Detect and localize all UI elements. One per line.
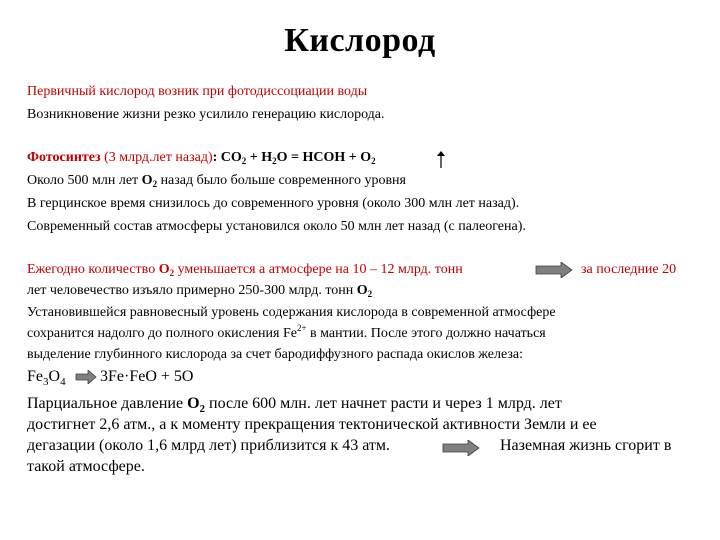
- line-annual-decrease: [27, 262, 463, 278]
- up-arrow-icon: [436, 151, 446, 169]
- sub-2: 2: [371, 156, 376, 166]
- line-life-origin: Возникновение жизни резко усилило генерацию кислорода.: [27, 107, 385, 122]
- text-b: назад было больше современного уровня: [157, 173, 406, 188]
- line-fe-oxidation: [27, 323, 546, 342]
- fe-symbol: Fe: [27, 368, 43, 385]
- right-arrow-icon: [535, 262, 573, 278]
- line-humanity-extracted: [27, 283, 372, 299]
- line-pressure-reach: достигнет 2,6 атм., а к моменту прекращения тектонической активности Земли и ее: [27, 416, 597, 433]
- text-a: Парциальное давление: [27, 395, 188, 412]
- line-hercynian: В герцинское время снизилось до современного уровня (около 300 млн лет назад).: [27, 196, 520, 211]
- photosynthesis-eq-a: : CO: [212, 150, 242, 165]
- text-a: сохранится надолго до полного окисления: [27, 326, 283, 341]
- o-symbol: O: [48, 368, 61, 385]
- right-arrow-icon: [75, 370, 97, 384]
- line-annual-decrease-tail: за последние 20: [581, 262, 677, 277]
- sub-2: 2: [241, 156, 247, 166]
- photosynthesis-eq-c: O = HCOH + O: [276, 150, 372, 165]
- sub-2: 2: [152, 179, 158, 189]
- line-500-million: [27, 173, 406, 189]
- line-degassing-tail: Наземная жизнь сгорит в: [500, 437, 672, 454]
- iron-symbol: Fe: [282, 326, 297, 341]
- line-degassing: дегазации (около 1,6 млрд лет) приблизится к 43 атм.: [27, 437, 391, 454]
- line-reaction: [27, 368, 66, 386]
- line-primary-oxygen: Первичный кислород возник при фотодиссоциации воды: [27, 84, 368, 99]
- sub-3: 3: [43, 376, 49, 388]
- sub-2: 2: [367, 289, 373, 299]
- text-b: в мантии. После этого должно начаться: [306, 326, 546, 341]
- oxygen-symbol: O: [158, 262, 170, 277]
- line-deep-oxygen: выделение глубинного кислорода за счет бародиффузного распада окислов железа:: [27, 347, 524, 362]
- line-modern-composition: Современный состав атмосферы установился около 50 млн лет назад (с палеогена).: [27, 219, 526, 234]
- photosynthesis-term: Фотосинтез: [27, 150, 101, 165]
- sub-2: 2: [169, 268, 175, 278]
- oxygen-symbol: O: [187, 395, 200, 412]
- photosynthesis-time: (3 млрд.лет назад): [100, 150, 213, 165]
- sup-2plus: 2+: [296, 323, 307, 333]
- text-b: уменьшается а атмосфере на 10 – 12 млрд. тонн: [174, 262, 463, 277]
- oxygen-symbol: O: [356, 283, 368, 298]
- line-atmosphere-end: такой атмосфере.: [27, 458, 145, 475]
- reaction-products: 3Fe·FeO + 5O: [100, 368, 194, 385]
- line-equilibrium: Установившейся равновесный уровень содержания кислорода в современной атмосфере: [27, 305, 556, 320]
- photosynthesis-eq-b: + H: [246, 150, 273, 165]
- sub-4: 4: [60, 376, 66, 388]
- text-a: Ежегодно количество: [27, 262, 159, 277]
- page-title: Кислород: [284, 22, 436, 59]
- text-a: лет человечество изъяло примерно 250-300 млрд. тонн: [27, 283, 357, 298]
- text-b: после 600 млн. лет начнет расти и через 1 млрд. лет: [205, 395, 562, 412]
- sub-2: 2: [272, 156, 277, 166]
- oxygen-symbol: O: [141, 173, 153, 188]
- line-photosynthesis: [27, 150, 376, 166]
- right-arrow-icon: [442, 440, 480, 456]
- text-a: Около 500 млн лет: [27, 173, 142, 188]
- sub-2: 2: [199, 403, 206, 415]
- line-partial-pressure: [27, 395, 562, 413]
